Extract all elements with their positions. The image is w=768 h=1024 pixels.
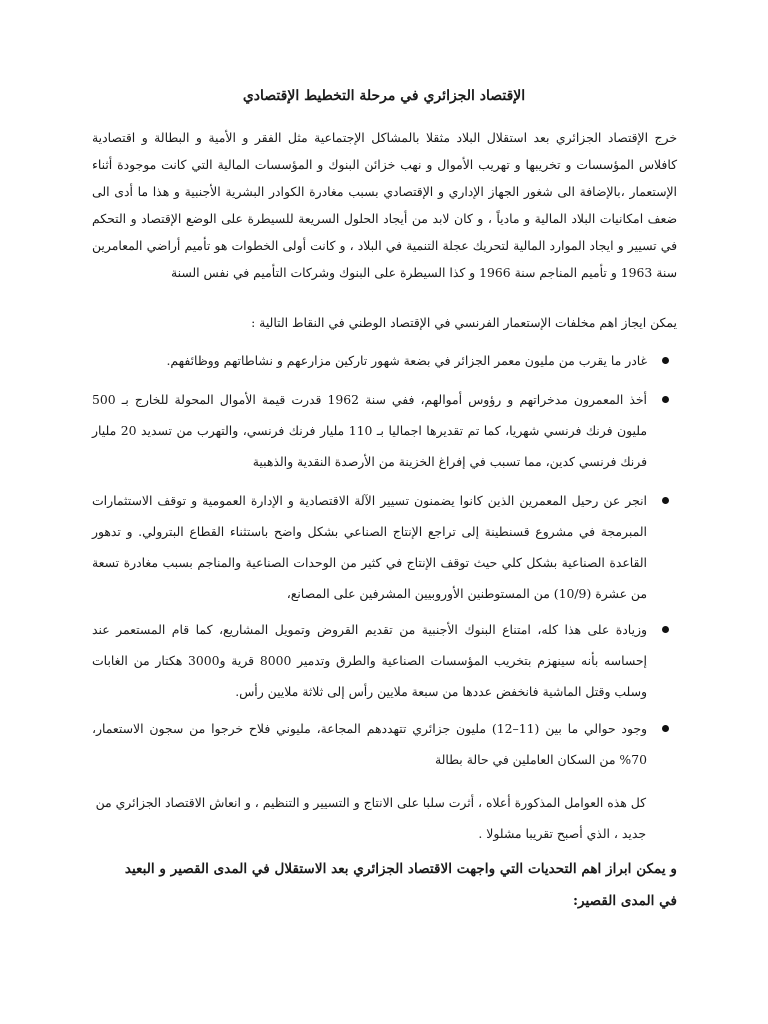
bullet-text: وجود حوالي ما بين (11–12) مليون جزائري تتهددهم المجاعة، مليوني فلاح خرجوا من سجون الاستعمار، 70% من السكان العاملين في حالة بطالة [92, 721, 647, 767]
bullet-icon [662, 357, 669, 364]
bullet-icon [662, 626, 669, 633]
bullet-item [92, 345, 677, 376]
intro-paragraph: خرج الإقتصاد الجزائري بعد استقلال البلاد مثقلا بالمشاكل الإجتماعية مثل الفقر و الأمية و البطالة و اقتصادية كافلاس المؤسسات و تخريبها و تهريب الأموال و نهب خزائن البنوك و المؤسسات المالية التي كانت موجودة أثناء الإستعمار ،بالإضافة الى شغور الجهاز الإداري و الإقتصادي بسبب مغادرة الكوادر البشرية الأجنبية و هذا ما أدى الى ضعف امكانيات البلاد المالية و مادياً ، و كان لابد من أيجاد الحلول السريعة للسيطرة على الوضع الإقتصاد و التحكم في تسيير و ايجاد الموارد المالية لتحريك عجلة التنمية في البلاد ، و كانت أولى الخطوات هو تأميم أراضي المعامرين سنة 1963 و تأميم المناجم سنة 1966 و كذا السيطرة على البنوك وشركات التأميم في نفس السنة [92, 130, 677, 280]
section-heading [92, 853, 677, 917]
bullet-icon [662, 396, 669, 403]
bullet-icon [662, 725, 669, 732]
bullet-text: غادر ما يقرب من مليون معمر الجزائر في بضعة شهور تاركين مزارعهم و نشاطاتهم ووظائفهم. [166, 353, 647, 368]
bullet-item [92, 713, 677, 775]
lead-sentence: يمكن ايجاز اهم مخلفات الإستعمار الفرنسي في الإقتصاد الوطني في النقاط التالية : [251, 315, 677, 330]
short-term-heading: في المدى القصير: [572, 893, 677, 909]
bullet-item [92, 614, 677, 707]
bullet-text: أخذ المعمرون مدخراتهم و رؤوس أموالهم، ففي سنة 1962 قدرت قيمة الأموال المحولة للخارج بـ 500 مليون فرنك فرنسي شهريا، كما تم تقديرها اجماليا بـ 110 مليار فرنك فرنسي، والتهرب من تسديد 20 مليار فرنك فرنسي كدين، مما تسبب في إفراغ الخزينة من الأرصدة النقدية والذهبية [92, 392, 647, 469]
bullet-icon [662, 497, 669, 504]
bullet-item [92, 384, 677, 477]
bullet-text: وزيادة على هذا كله، امتناع البنوك الأجنبية من تقديم القروض وتمويل المشاريع، كما قام المستعمر عند إحساسه بأنه سينهزم بتخريب المؤسسات الصناعية والطرق وتدمير 8000 قرية و3000 هكتار من الغابات وسلب وقتل الماشية فانخفض عددها من سبعة ملايين رأس إلى ثلاثة ملايين رأس. [92, 622, 648, 699]
challenges-heading: و يمكن ابراز اهم التحديات التي واجهت الاقتصاد الجزائري بعد الاستقلال في المدى القصير و البعيد [124, 861, 677, 877]
conclusion-paragraph: كل هذه العوامل المذكورة أعلاه ، أثرت سلبا على الانتاج و التسيير و التنظيم ، و انعاش الاقتصاد الجزائري من جديد ، الذي أصبح تقريبا مشلولا . [95, 795, 646, 841]
bullet-item [92, 485, 677, 609]
bullet-text: انجر عن رحيل المعمرين الذين كانوا يضمنون تسيير الآلة الاقتصادية و الإدارة العمومية و توقف الاستثمارات المبرمجة في مشروع قسنطينة إلى تراجع الإنتاج الصناعي بشكل واضح باستثناء القطاع البترولي. و تدهور القاعدة الصناعية بشكل كلي حيث توقف الإنتاج في كثير من الوحدات الصناعية والمناجم بسبب مغادرة تسعة من عشرة (10/9) من المستوطنين الأوروبيين المشرفين على المصانع، [92, 493, 647, 601]
document-title: الإقتصاد الجزائري في مرحلة التخطيط الإقتصادي [242, 88, 526, 104]
